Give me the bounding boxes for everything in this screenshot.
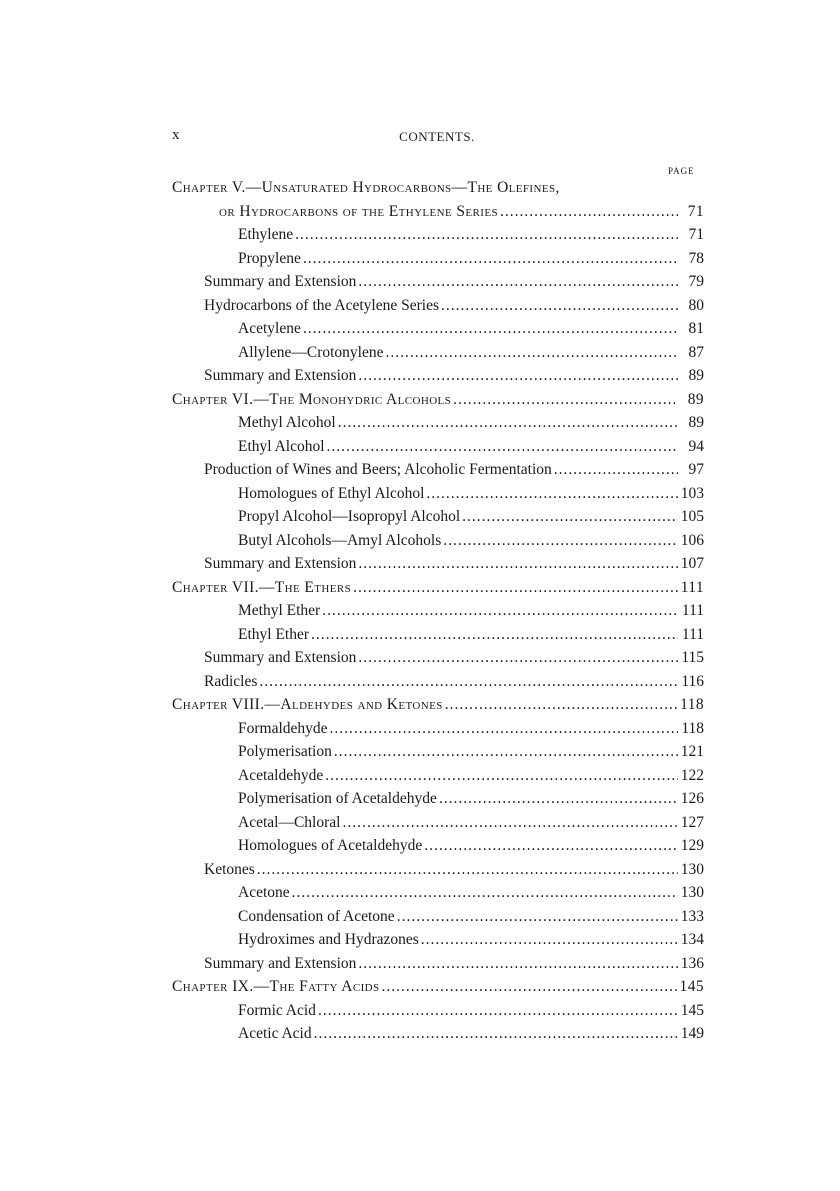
toc-entry-title: Acetaldehyde	[238, 766, 324, 784]
toc-entry-title: Methyl Alcohol	[238, 414, 336, 431]
toc-entry-row	[172, 834, 704, 858]
toc-chapter-row	[172, 693, 704, 717]
toc-page-number: 127	[680, 813, 704, 831]
toc-entry-row	[172, 858, 704, 882]
toc-entry-title: Ethyl Ether	[238, 625, 310, 643]
dot-leader	[330, 717, 678, 741]
toc-page-number: 80	[688, 296, 704, 314]
dot-leader	[358, 646, 678, 670]
toc-entry-title: Chapter V.—Unsaturated Hydrocarbons—The Olefines,	[172, 179, 560, 196]
running-head: CONTENTS.	[399, 129, 475, 144]
toc-entry-title: Polymerisation of Acetaldehyde	[238, 790, 437, 807]
toc-entry-row	[172, 411, 704, 435]
dot-leader	[382, 975, 678, 999]
dot-leader	[386, 341, 679, 365]
toc-page-number: 126	[680, 790, 704, 807]
dot-leader	[327, 435, 678, 459]
dot-leader	[358, 364, 678, 388]
dot-leader	[443, 529, 678, 553]
toc-entry-title: Summary and Extension	[204, 367, 357, 384]
toc-page-number: 118	[681, 719, 704, 737]
toc-page-number: 89	[688, 367, 704, 384]
toc-entry-row	[172, 952, 704, 976]
page-column-label: PAGE	[668, 166, 695, 176]
toc-entry-title: Polymerisation	[238, 743, 332, 760]
toc-entry-title: Hydrocarbons of the Acetylene Series	[204, 296, 440, 314]
toc-page-number: 134	[680, 931, 704, 948]
toc-page-number: 116	[681, 672, 704, 690]
toc-entry-row	[172, 247, 704, 271]
toc-page-number: 81	[688, 320, 704, 337]
toc-entry-title: Methyl Ether	[238, 602, 321, 619]
dot-leader	[426, 482, 678, 506]
dot-leader	[358, 952, 678, 976]
toc-page-number: 129	[680, 837, 704, 854]
toc-entry-title: Acetic Acid	[238, 1025, 312, 1042]
toc-page-number: 79	[688, 273, 704, 290]
toc-entry-row	[172, 623, 704, 647]
toc-entry-row	[172, 646, 704, 670]
toc-entry-row	[172, 435, 704, 459]
toc-entry-row	[172, 928, 704, 952]
dot-leader	[358, 270, 678, 294]
toc-entry-title: Chapter VII.—The Ethers	[172, 578, 352, 596]
toc-entry-row	[172, 764, 704, 788]
toc-entry-row	[172, 364, 704, 388]
toc-page-number: 89	[687, 390, 704, 408]
toc-entry-title: Ethyl Alcohol	[238, 437, 325, 455]
toc-entry-row	[172, 599, 704, 623]
toc-entry-title: Hydroximes and Hydrazones	[238, 931, 419, 948]
toc-page-number: 118	[680, 696, 704, 713]
dot-leader	[421, 928, 678, 952]
toc-entry-row	[172, 482, 704, 506]
toc-chapter-row	[172, 576, 704, 600]
toc-chapter-row	[172, 176, 704, 200]
toc-page-number: 111	[680, 578, 704, 596]
dot-leader	[292, 881, 678, 905]
toc-page-number: 106	[680, 531, 704, 549]
toc-entry-row	[172, 1022, 704, 1046]
toc-page-number: 130	[680, 860, 704, 878]
toc-entry-title: Production of Wines and Beers; Alcoholic Fermentation	[204, 461, 552, 478]
toc-entry-row	[172, 787, 704, 811]
toc-entry-title: Chapter IX.—The Fatty Acids	[172, 978, 380, 995]
dot-leader	[314, 1022, 678, 1046]
toc-entry-title: or Hydrocarbons of the Ethylene Series	[219, 202, 498, 220]
toc-entry-row	[172, 717, 704, 741]
toc-page-number: 105	[680, 508, 704, 525]
toc-entry-title: Propylene	[238, 249, 301, 267]
toc-entry-title: Homologues of Acetaldehyde	[238, 837, 423, 854]
toc-page-number: 145	[679, 978, 704, 995]
dot-leader	[303, 247, 678, 271]
toc-page-number: 115	[681, 649, 704, 666]
toc-page-number: 145	[680, 1001, 704, 1019]
dot-leader	[325, 764, 678, 788]
toc-page-number: 71	[687, 202, 704, 220]
toc-entry-row	[172, 999, 704, 1023]
toc-entry-title: Radicles	[204, 672, 258, 690]
table-of-contents	[172, 176, 704, 1046]
toc-entry-row	[172, 740, 704, 764]
dot-leader	[295, 223, 678, 247]
page-header	[172, 127, 702, 151]
toc-entry-title: Chapter VIII.—Aldehydes and Ketones	[172, 696, 443, 713]
toc-entry-title: Formaldehyde	[238, 719, 328, 737]
toc-entry-row	[172, 670, 704, 694]
toc-page-number: 122	[680, 766, 704, 784]
dot-leader	[322, 599, 678, 623]
dot-leader	[500, 200, 678, 224]
toc-entry-title: Butyl Alcohols—Amyl Alcohols	[238, 531, 442, 549]
toc-entry-row	[172, 200, 704, 224]
dot-leader	[318, 999, 678, 1023]
toc-page-number: 130	[680, 884, 704, 901]
toc-chapter-row	[172, 975, 704, 999]
toc-page-number: 111	[681, 625, 704, 643]
toc-entry-row	[172, 811, 704, 835]
toc-entry-row	[172, 552, 704, 576]
toc-entry-row	[172, 905, 704, 929]
toc-entry-title: Ethylene	[238, 226, 294, 243]
dot-leader	[441, 294, 678, 318]
toc-entry-title: Acetal—Chloral	[238, 813, 341, 831]
dot-leader	[311, 623, 678, 647]
toc-page-number: 103	[680, 484, 704, 502]
toc-page-number: 149	[680, 1025, 704, 1042]
toc-entry-title: Summary and Extension	[204, 954, 357, 972]
toc-entry-row	[172, 317, 704, 341]
dot-leader	[342, 811, 678, 835]
toc-page-number: 133	[680, 907, 704, 925]
toc-entry-row	[172, 294, 704, 318]
dot-leader	[439, 787, 678, 811]
toc-entry-title: Summary and Extension	[204, 273, 357, 290]
toc-entry-title: Formic Acid	[238, 1001, 316, 1019]
dot-leader	[334, 740, 678, 764]
toc-entry-row	[172, 458, 704, 482]
toc-entry-title: Allylene—Crotonylene	[238, 343, 384, 361]
toc-entry-row	[172, 341, 704, 365]
dot-leader	[462, 505, 678, 529]
toc-page-number: 94	[688, 437, 704, 455]
toc-entry-title: Chapter VI.—The Monohydric Alcohols	[172, 390, 452, 408]
toc-chapter-row	[172, 388, 704, 412]
toc-entry-title: Acetylene	[238, 320, 301, 337]
dot-leader	[257, 858, 678, 882]
toc-entry-title: Summary and Extension	[204, 555, 357, 572]
toc-entry-title: Ketones	[204, 860, 255, 878]
dot-leader	[453, 388, 678, 412]
toc-page-number: 136	[680, 954, 704, 972]
toc-entry-row	[172, 223, 704, 247]
toc-page-number: 107	[680, 555, 704, 572]
dot-leader	[303, 317, 678, 341]
toc-entry-title: Summary and Extension	[204, 649, 357, 666]
toc-entry-row	[172, 270, 704, 294]
dot-leader	[397, 905, 678, 929]
toc-page-number: 78	[688, 249, 704, 267]
toc-entry-title: Propyl Alcohol—Isopropyl Alcohol	[238, 508, 461, 525]
toc-entry-title: Homologues of Ethyl Alcohol	[238, 484, 425, 502]
dot-leader	[554, 458, 678, 482]
toc-page-number: 111	[681, 602, 704, 619]
dot-leader	[259, 670, 678, 694]
toc-page-number: 121	[680, 743, 704, 760]
toc-entry-title: Acetone	[238, 884, 290, 901]
page-number: x	[172, 127, 180, 143]
toc-page-number: 71	[688, 226, 704, 243]
toc-entry-title: Condensation of Acetone	[238, 907, 395, 925]
dot-leader	[445, 693, 678, 717]
dot-leader	[353, 576, 678, 600]
toc-entry-row	[172, 505, 704, 529]
toc-page-number: 97	[688, 461, 704, 478]
dot-leader	[424, 834, 678, 858]
toc-entry-row	[172, 529, 704, 553]
toc-entry-row	[172, 881, 704, 905]
toc-page-number: 89	[688, 414, 704, 431]
toc-page-number: 87	[688, 343, 704, 361]
dot-leader	[358, 552, 678, 576]
dot-leader	[338, 411, 678, 435]
